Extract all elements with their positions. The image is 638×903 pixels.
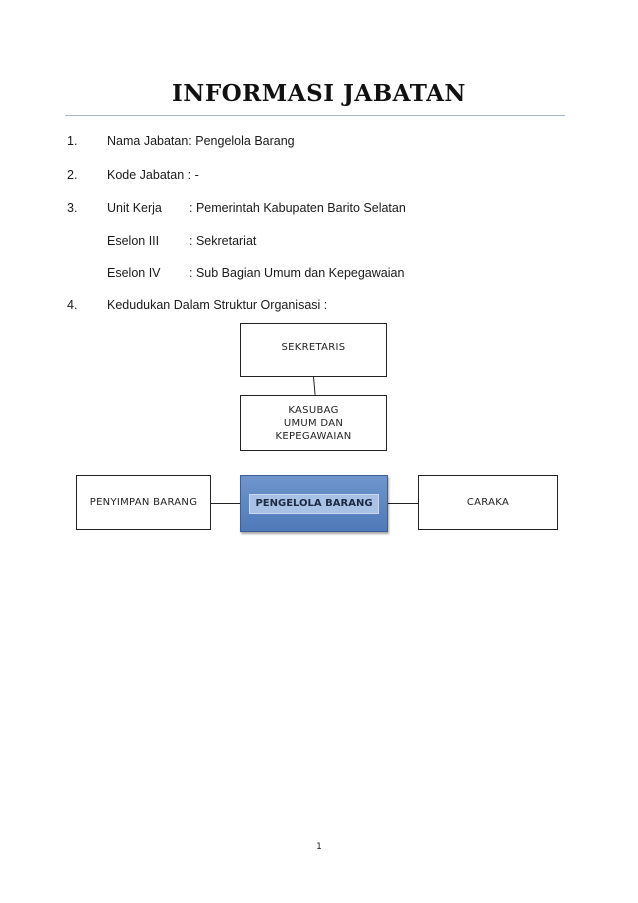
page-number: 1: [316, 842, 322, 852]
connector-pengelola-caraka: [388, 503, 418, 504]
org-box-caraka: [418, 475, 558, 530]
org-label-kasubag-line2: UMUM DAN: [283, 418, 344, 429]
org-label-penyimpan: PENYIMPAN BARANG: [89, 497, 198, 508]
org-box-kasubag: [240, 395, 387, 451]
connector-sekretaris-kasubag: [313, 377, 316, 395]
org-box-pengelola: [240, 475, 388, 532]
title-divider: [65, 115, 565, 116]
org-box-sekretaris: [240, 323, 387, 377]
eselon-iv-value: : Sub Bagian Umum dan Kepegawaian: [189, 266, 405, 280]
connector-penyimpan-pengelola: [211, 503, 240, 504]
eselon-iv-label: Eselon IV: [107, 266, 161, 280]
item-number-2: 2.: [67, 168, 78, 182]
unit-kerja-label: Unit Kerja: [107, 201, 162, 215]
item-kode-jabatan: Kode Jabatan : -: [107, 168, 199, 182]
page-title: INFORMASI JABATAN: [172, 80, 466, 107]
eselon-iii-label: Eselon III: [107, 234, 160, 248]
org-label-sekretaris: SEKRETARIS: [281, 342, 346, 353]
org-label-caraka: CARAKA: [466, 497, 510, 508]
org-label-kasubag: [241, 404, 386, 443]
org-box-penyimpan: [76, 475, 211, 530]
unit-kerja-value: : Pemerintah Kabupaten Barito Selatan: [189, 201, 406, 215]
eselon-iii-value: : Sekretariat: [189, 234, 257, 248]
item-number-4: 4.: [67, 298, 78, 312]
org-label-kasubag-line1: KASUBAG: [288, 405, 339, 416]
org-label-pengelola: PENGELOLA BARANG: [249, 494, 379, 514]
item-number-1: 1.: [67, 134, 78, 148]
org-label-kasubag-line3: KEPEGAWAIAN: [275, 431, 352, 442]
item-nama-jabatan: Nama Jabatan: Pengelola Barang: [107, 134, 295, 148]
item-number-3: 3.: [67, 201, 78, 215]
item-kedudukan: Kedudukan Dalam Struktur Organisasi :: [107, 298, 328, 312]
